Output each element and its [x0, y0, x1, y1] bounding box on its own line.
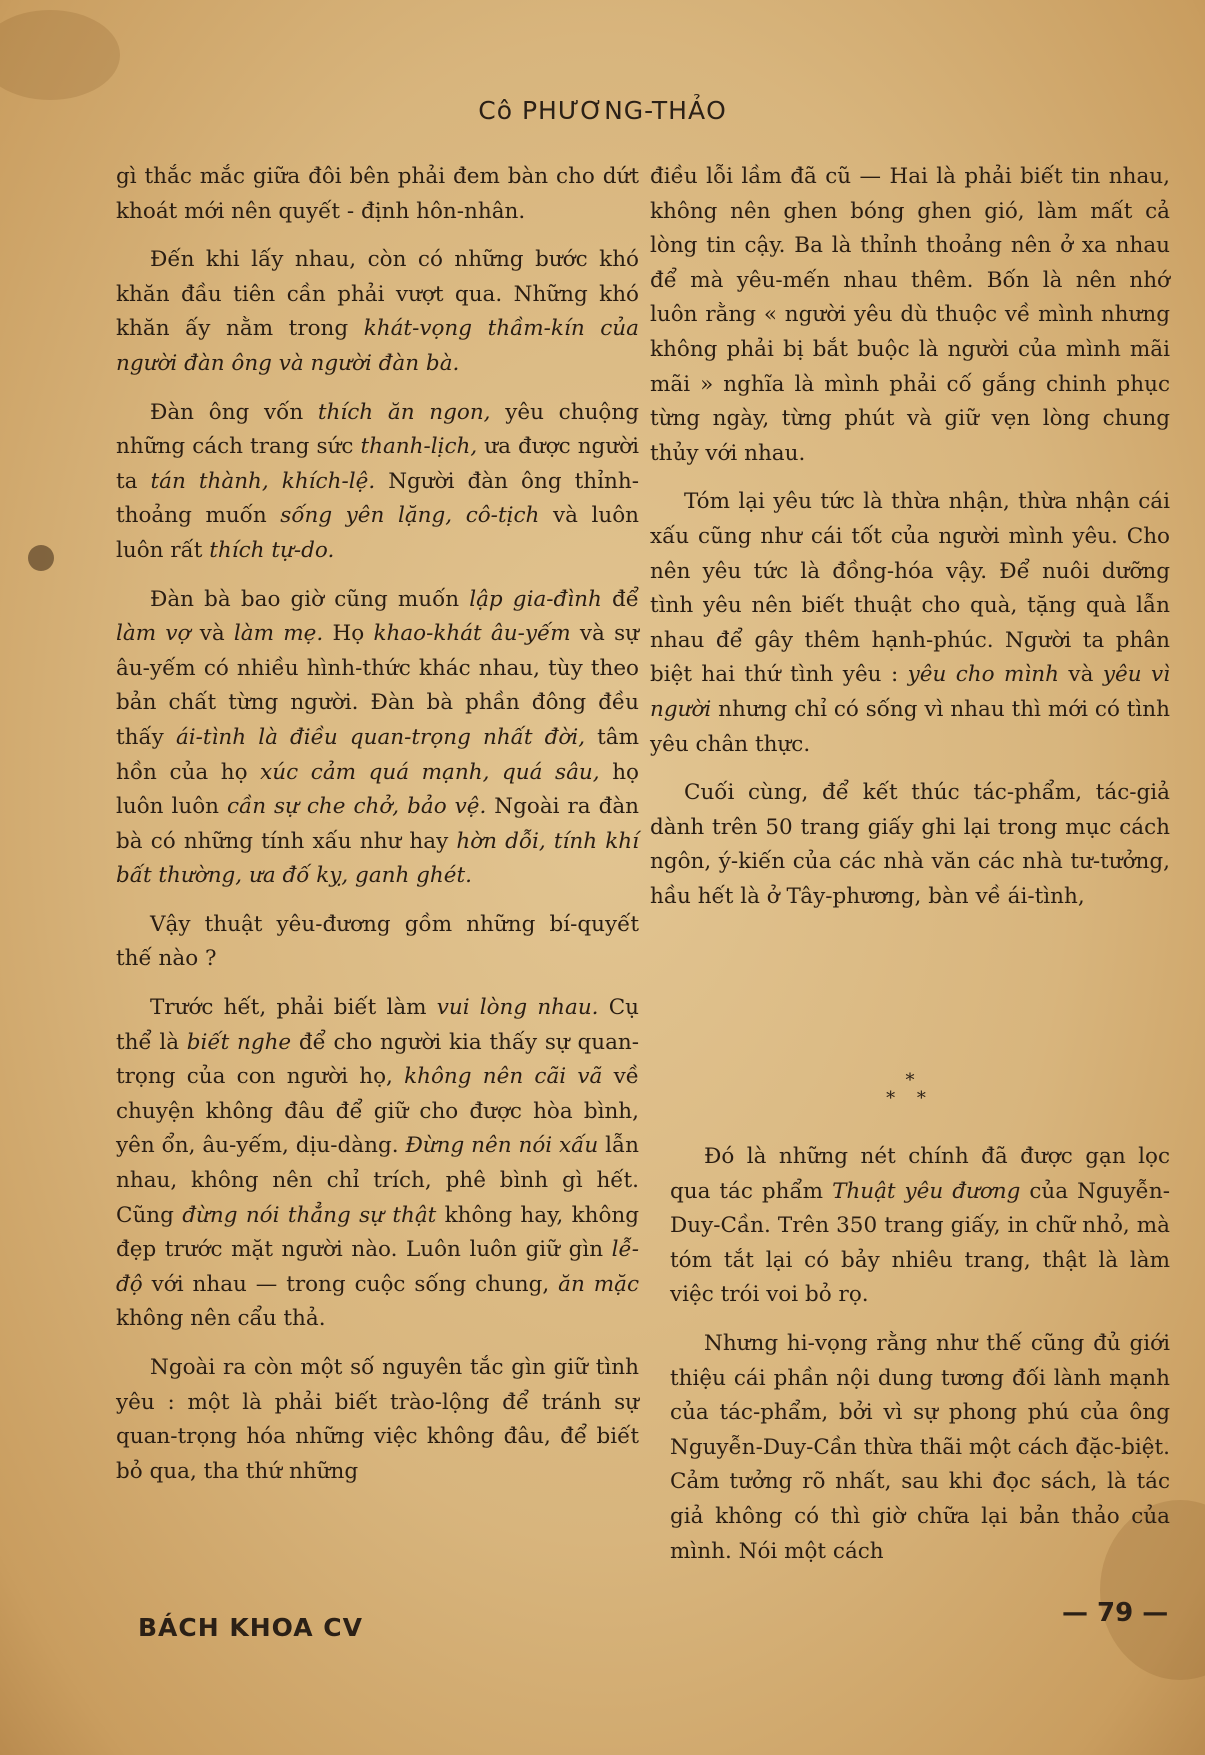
- stain: [28, 545, 54, 571]
- left-column: [116, 160, 639, 1503]
- paragraph: Trước hết, phải biết làm vui lòng nhau. Cụ thể là biết nghe để cho người kia thấy sự quan-trọng của con người họ, không nên cãi vã về chuyện không đâu để giữ cho được hòa bình, yên ổn, âu-yếm, dịu-dàng. Đừng nên nói xấu lẫn nhau, không nên chỉ trích, phê bình gì hết. Cũng đừng nói thẳng sự thật không hay, không đẹp trước mặt người nào. Luôn luôn giữ gìn lễ-độ với nhau — trong cuộc sống chung, ăn mặc không nên cẩu thả.: [116, 995, 639, 1332]
- paragraph: Ngoài ra còn một số nguyên tắc gìn giữ tình yêu : một là phải biết trào-lộng để tránh sự quan-trọng hóa những việc không đâu, để biết bỏ qua, tha thứ những: [116, 1355, 639, 1484]
- paragraph: Đó là những nét chính đã được gạn lọc qua tác phẩm Thuật yêu đương của Nguyễn-Duy-Cần. Trên 350 trang giấy, in chữ nhỏ, mà tóm tắt lại có bảy nhiêu trang, thật là làm việc trói voi bỏ rọ.: [670, 1144, 1170, 1308]
- page-header: Cô PHƯƠNG-THẢO: [478, 96, 727, 125]
- right-column-continued: [670, 1140, 1170, 1583]
- paragraph: Cuối cùng, để kết thúc tác-phẩm, tác-giả dành trên 50 trang giấy ghi lại trong mục cách ngôn, ý-kiến của các nhà văn các nhà tư-tưởng, hầu hết là ở Tây-phương, bàn về ái-tình,: [650, 780, 1170, 909]
- page-number: — 79 —: [1062, 1598, 1169, 1628]
- magazine-name: BÁCH KHOA CV: [138, 1613, 364, 1642]
- paragraph: Đến khi lấy nhau, còn có những bước khó khăn đầu tiên cần phải vượt qua. Những khó khăn ấy nằm trong khát-vọng thầm-kín của người đàn ông và người đàn bà.: [116, 247, 639, 376]
- section-separator: [650, 1072, 1170, 1108]
- stain: [0, 10, 120, 100]
- right-column: [650, 160, 1170, 928]
- paragraph: Vậy thuật yêu-đương gồm những bí-quyết thế nào ?: [116, 911, 639, 972]
- paragraph: điều lỗi lầm đã cũ — Hai là phải biết tin nhau, không nên ghen bóng ghen gió, làm mất cả lòng tin cậy. Ba là thỉnh thoảng nên ở xa nhau để mà yêu-mến nhau thêm. Bốn là nên nhớ luôn rằng « người yêu dù thuộc về mình nhưng không phải bị bắt buộc là người của mình mãi mãi » nghĩa là mình phải cố gắng chinh phục từng ngày, từng phút và giữ vẹn lòng chung thủy với nhau.: [650, 164, 1170, 466]
- paragraph: gì thắc mắc giữa đôi bên phải đem bàn cho dứt khoát mới nên quyết - định hôn-nhân.: [116, 164, 639, 224]
- separator-star: *: [905, 1070, 915, 1091]
- paragraph: Nhưng hi-vọng rằng như thế cũng đủ giới thiệu cái phần nội dung tương đối lành mạnh của tác-phẩm, bởi vì sự phong phú của ông Nguyễn-Duy-Cần thừa thãi một cách đặc-biệt. Cảm tưởng rõ nhất, sau khi đọc sách, là tác giả không có thì giờ chữa lại bản thảo của mình. Nói một cách: [670, 1330, 1170, 1564]
- paragraph: Đàn bà bao giờ cũng muốn lập gia-đình để làm vợ và làm mẹ. Họ khao-khát âu-yếm và sự âu-yếm có nhiều hình-thức khác nhau, tùy theo bản chất từng người. Đàn bà phần đông đều thấy ái-tình là điều quan-trọng nhất đời, tâm hồn của họ xúc cảm quá mạnh, quá sâu, họ luôn luôn cần sự che chở, bảo vệ. Ngoài ra đàn bà có những tính xấu như hay hờn dỗi, tính khí bất thường, ưa đố kỵ, ganh ghét.: [116, 586, 639, 889]
- paragraph: Tóm lại yêu tức là thừa nhận, thừa nhận cái xấu cũng như cái tốt của người mình yêu. Cho nên yêu tức là đồng-hóa vậy. Để nuôi dưỡng tình yêu nên biết thuật cho quà, tặng quà lẫn nhau để gây thêm hạnh-phúc. Người ta phân biệt hai thứ tình yêu : yêu cho mình và yêu vì người nhưng chỉ có sống vì nhau thì mới có tình yêu chân thực.: [650, 489, 1170, 757]
- separator-stars: * *: [886, 1088, 934, 1109]
- paragraph: Đàn ông vốn thích ăn ngon, yêu chuộng những cách trang sức thanh-lịch, ưa được người ta tán thành, khích-lệ. Người đàn ông thỉnh-thoảng muốn sống yên lặng, cô-tịch và luôn luôn rất thích tự-do.: [116, 399, 640, 563]
